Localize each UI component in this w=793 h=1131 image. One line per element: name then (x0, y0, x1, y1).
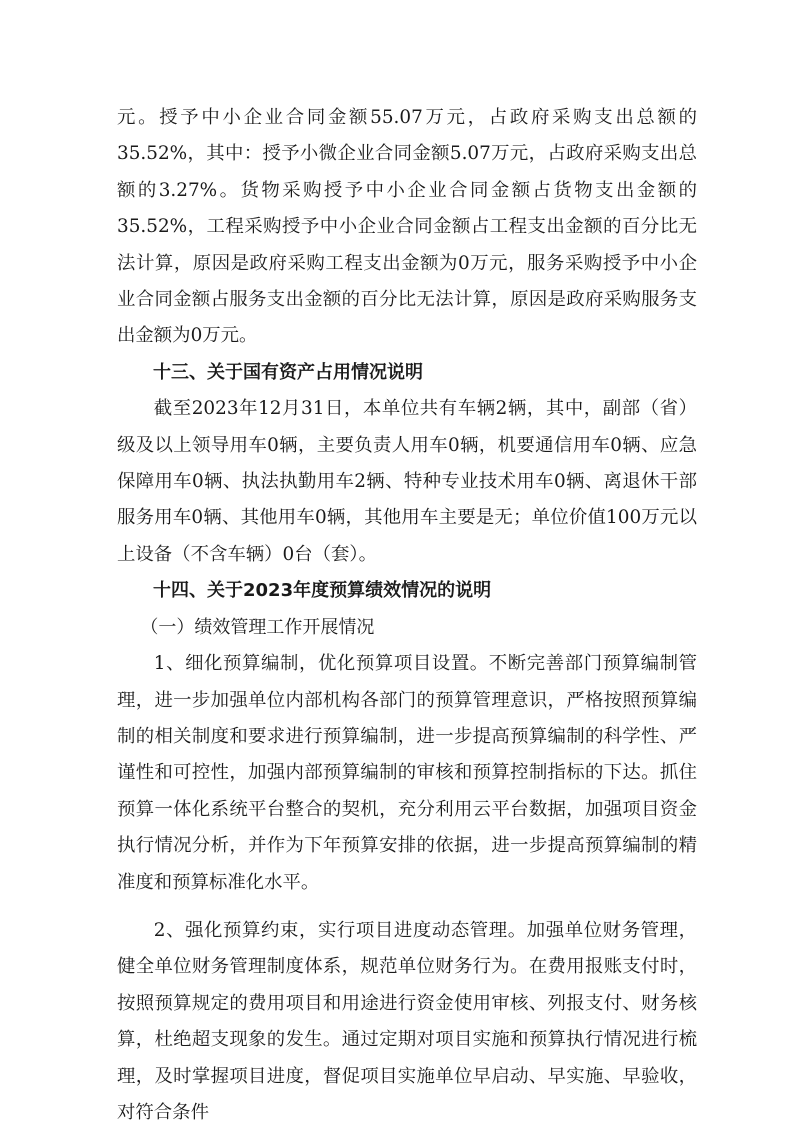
document-body (117, 100, 697, 1131)
paragraph-asset-usage: 截至2023年12月31日，本单位共有车辆2辆，其中，副部（省）级及以上领导用车0辆，主要负责人用车0辆，机要通信用车0辆、应急保障用车0辆、执法执勤用车2辆、特种专业技术用车0辆、离退休干部服务用车0辆、其他用车0辆，其他用车主要是无；单位价值100万元以上设备（不含车辆）0台（套）。 (117, 398, 697, 565)
subsection-heading-1: （一）绩效管理工作开展情况 (140, 616, 375, 638)
section-heading-13: 十三、关于国有资产占用情况说明 (153, 361, 423, 383)
paragraph-item-1: 1、细化预算编制，优化预算项目设置。不断完善部门预算编制管理，进一步加强单位内部机构各部门的预算管理意识，严格按照预算编制的相关制度和要求进行预算编制，进一步提高预算编制的科学性、严谨性和可控性，加强内部预算编制的审核和预算控制指标的下达。抓住预算一体化系统平台整合的契机，充分利用云平台数据，加强项目资金执行情况分析，并作为下年预算安排的依据，进一步提高预算编制的精准度和预算标准化水平。 (117, 653, 697, 893)
paragraph-item-2: 2、强化预算约束，实行项目进度动态管理。加强单位财务管理，健全单位财务管理制度体系，规范单位财务行为。在费用报账支付时，按照预算规定的费用项目和用途进行资金使用审核、列报支付、财务核算，杜绝超支现象的发生。通过定期对项目实施和预算执行情况进行梳理，及时掌握项目进度，督促项目实施单位早启动、早实施、早验收，对符合条件 (117, 919, 697, 1123)
section-heading-14: 十四、关于2023年度预算绩效情况的说明 (153, 580, 492, 602)
paragraph-spacer (117, 901, 697, 913)
paragraph-procurement-summary: 元。授予中小企业合同金额55.07万元，占政府采购支出总额的35.52%，其中：授予小微企业合同金额5.07万元，占政府采购支出总额的3.27%。货物采购授予中小企业合同金额占货物支出金额的35.52%，工程采购授予中小企业合同金额占工程支出金额的百分比无法计算，原因是政府采购工程支出金额为0万元，服务采购授予中小企业合同金额占服务支出金额的百分比无法计算，原因是政府采购服务支出金额为0万元。 (117, 107, 697, 347)
